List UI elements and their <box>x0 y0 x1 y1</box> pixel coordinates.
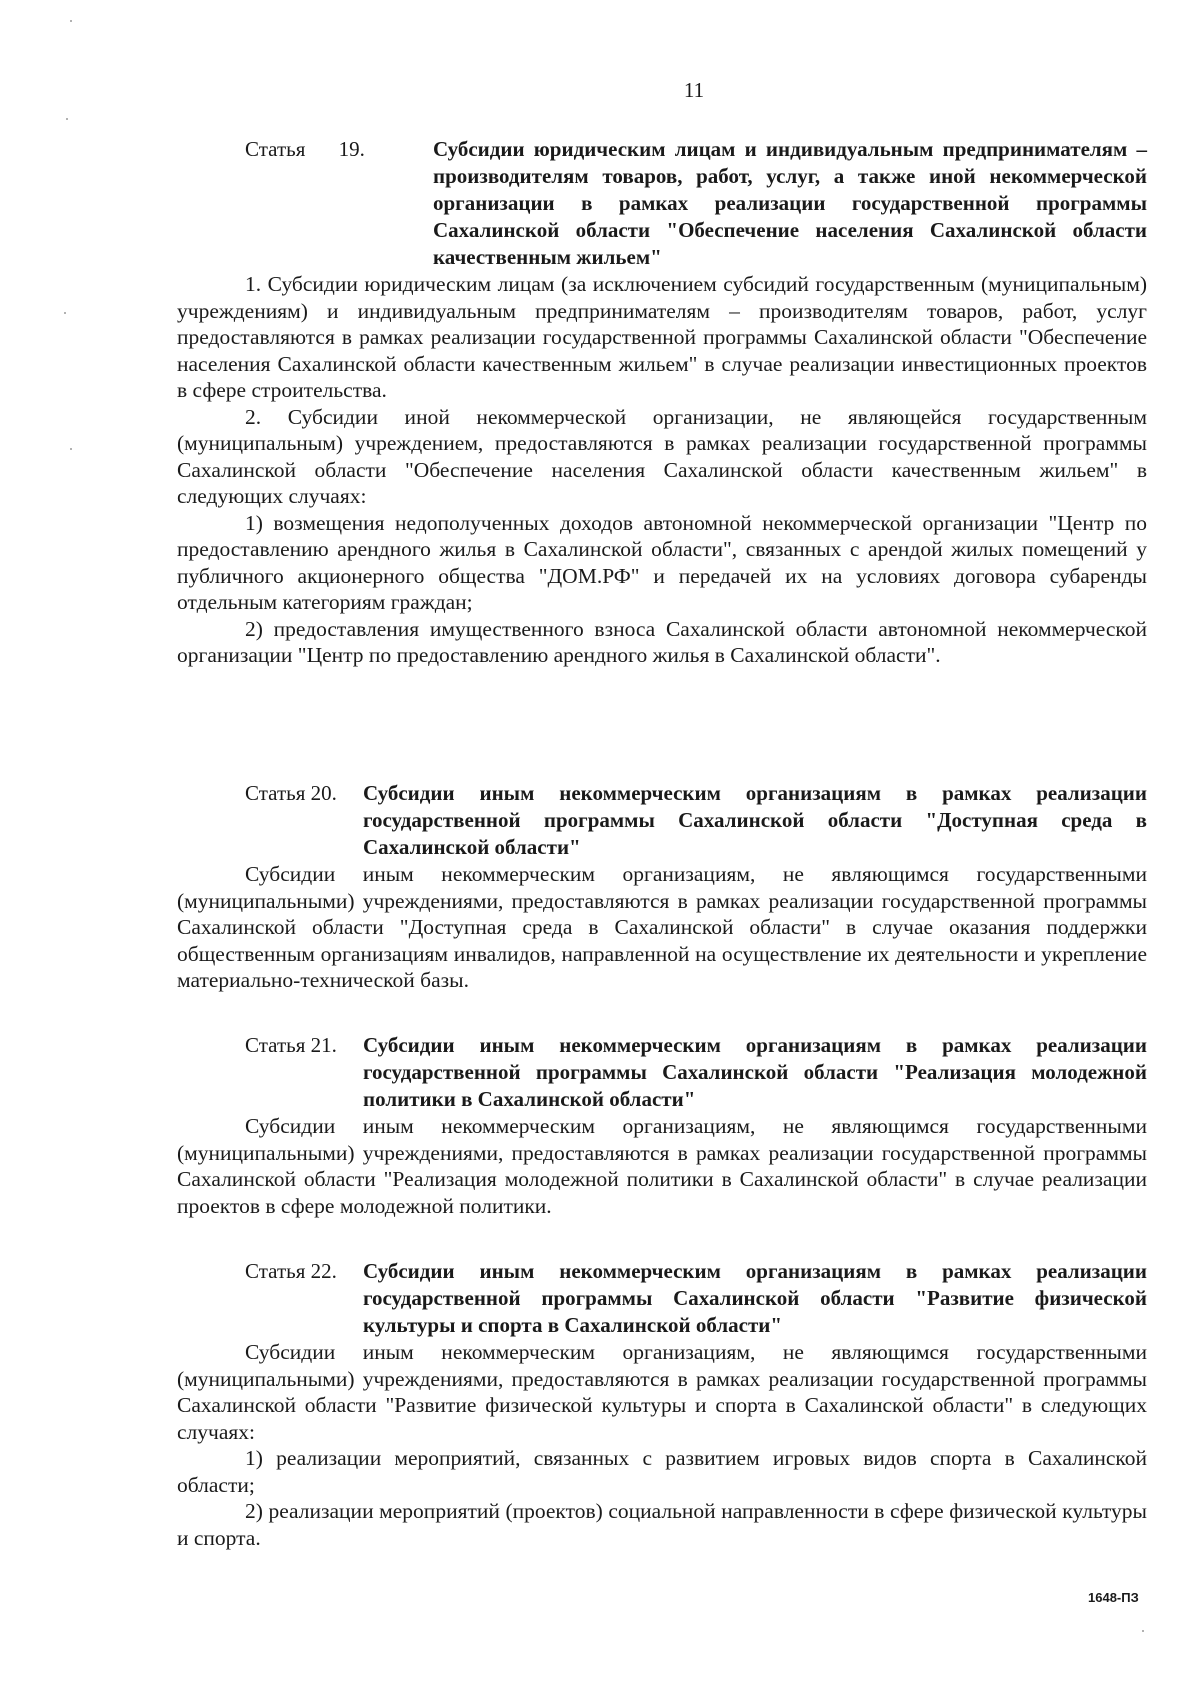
article-heading <box>177 780 1147 861</box>
scan-speck <box>70 20 72 22</box>
paragraph: Субсидии иным некоммерческим организациям, не являющимся государственными (муниципальными) учреждениями, предоставляются в рамках реализации государственной программы Сахалинской области "Реализация молодежной политики в Сахалинской области" в случае реализации проектов в сфере молодежной политики. <box>177 1114 1147 1218</box>
paragraph: 1) возмещения недополученных доходов автономной некоммерческой организации "Центр по предоставлению арендного жилья в Сахалинской области", связанных с арендой жилых помещений у публичного акционерного общества "ДОМ.РФ" и передачей их на условиях договора субаренды отдельным категориям граждан; <box>177 510 1147 614</box>
article-heading <box>177 1258 1147 1339</box>
article-heading <box>177 136 1147 271</box>
paragraph: 1. Субсидии юридическим лицам (за исключением субсидий государственным (муниципальным) учреждениям) и индивидуальным предпринимателям – производителям товаров, работ, услуг предоставляются в рамках реализации государственной программы Сахалинской области "Обеспечение населения Сахалинской области качественным жильем" в случае реализации инвестиционных проектов в сфере строительства. <box>177 272 1147 402</box>
article-21 <box>177 1032 1147 1219</box>
paragraph: 2) предоставления имущественного взноса Сахалинской области автономной некоммерческой организации "Центр по предоставлению арендного жилья в Сахалинской области". <box>177 616 1147 667</box>
scan-speck <box>1142 1630 1144 1632</box>
paragraph: Субсидии иным некоммерческим организациям, не являющимся государственными (муниципальными) учреждениями, предоставляются в рамках реализации государственной программы Сахалинской области "Развитие физической культуры и спорта в Сахалинской области" в следующих случаях: <box>177 1340 1147 1444</box>
paragraph: Субсидии иным некоммерческим организациям, не являющимся государственными (муниципальными) учреждениями, предоставляются в рамках реализации государственной программы Сахалинской области "Доступная среда в Сахалинской области" в случае оказания поддержки общественным организациям инвалидов, направленной на осуществление их деятельности и укрепление материально-технической базы. <box>177 862 1147 992</box>
article-20 <box>177 780 1147 994</box>
article-label: Статья 19. <box>245 137 365 161</box>
article-heading <box>177 1032 1147 1113</box>
article-label: Статья 22. <box>245 1259 337 1283</box>
article-title: Субсидии иным некоммерческим организациям в рамках реализации государственной программы Сахалинской области "Развитие физической культуры и спорта в Сахалинской области" <box>363 1259 1147 1337</box>
article-label: Статья 21. <box>245 1033 337 1057</box>
article-19 <box>177 136 1147 669</box>
scan-speck <box>70 448 72 450</box>
paragraph: 2. Субсидии иной некоммерческой организации, не являющейся государственным (муниципальным) учреждением, предоставляются в рамках реализации государственной программы Сахалинской области "Обеспечение населения Сахалинской области качественным жильем" в следующих случаях: <box>177 404 1147 508</box>
document-code: 1648-ПЗ <box>1088 1590 1139 1605</box>
paragraph: 1) реализации мероприятий, связанных с развитием игровых видов спорта в Сахалинской области; <box>177 1446 1147 1497</box>
scan-speck <box>64 312 66 314</box>
paragraph: 2) реализации мероприятий (проектов) социальной направленности в сфере физической культуры и спорта. <box>177 1499 1147 1550</box>
article-22 <box>177 1258 1147 1551</box>
article-title: Субсидии иным некоммерческим организациям в рамках реализации государственной программы Сахалинской области "Доступная среда в Сахалинской области" <box>363 781 1147 859</box>
article-title: Субсидии юридическим лицам и индивидуальным предпринимателям – производителям товаров, работ, услуг, а также иной некоммерческой организации в рамках реализации государственной программы Сахалинской области "Обеспечение населения Сахалинской области качественным жильем" <box>433 137 1147 269</box>
article-label: Статья 20. <box>245 781 337 805</box>
scan-speck <box>66 118 68 120</box>
page-number: 11 <box>683 78 705 102</box>
article-title: Субсидии иным некоммерческим организациям в рамках реализации государственной программы Сахалинской области "Реализация молодежной политики в Сахалинской области" <box>363 1033 1147 1111</box>
